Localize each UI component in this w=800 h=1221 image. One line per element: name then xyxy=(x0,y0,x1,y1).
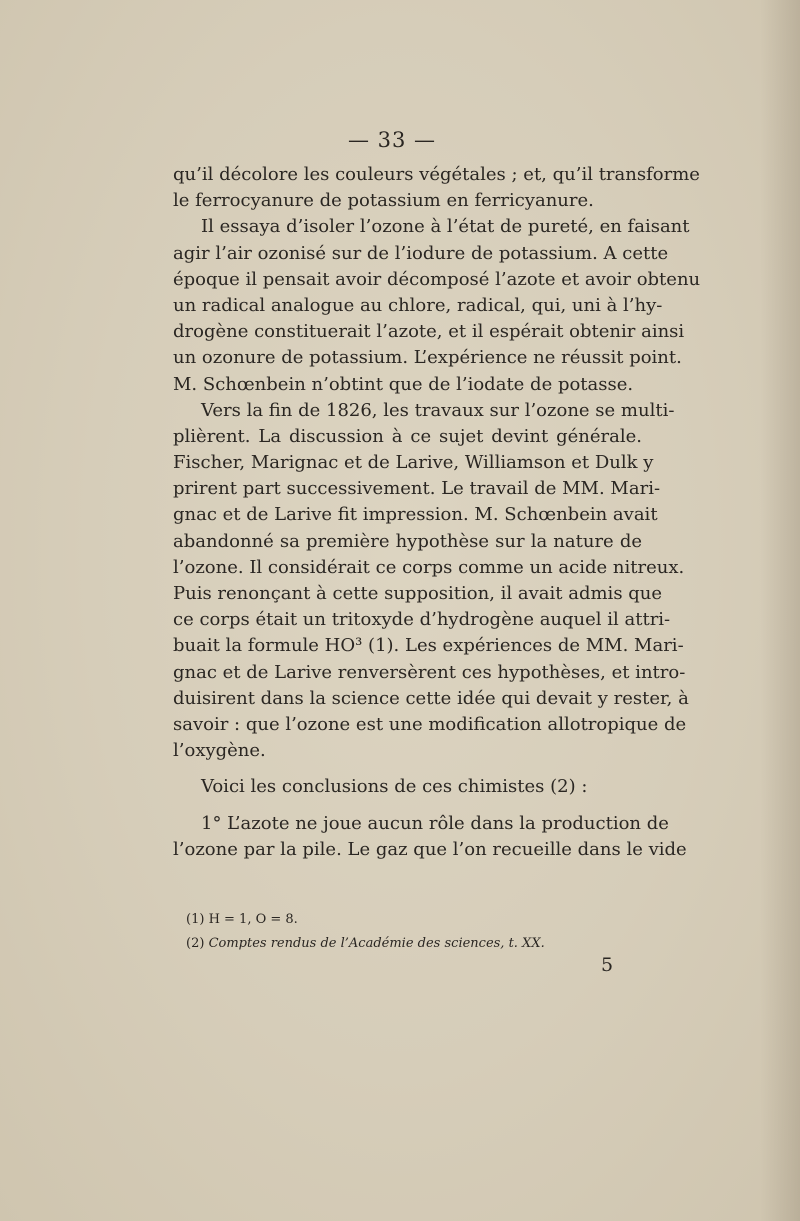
footnote-marker: (2) xyxy=(186,936,205,951)
text-line: l’ozone. Il considérait ce corps comme un acide nitreux. xyxy=(173,556,685,578)
text-line: époque il pensait avoir décomposé l’azote et avoir obtenu xyxy=(173,268,701,290)
text-line: savoir : que l’ozone est une modification allotropique de xyxy=(173,713,687,735)
text-line: gnac et de Larive renversèrent ces hypothèses, et intro- xyxy=(173,661,686,683)
signature-mark: 5 xyxy=(601,954,614,976)
text-line: agir l’air ozonisé sur de l’iodure de potassium. A cette xyxy=(173,242,669,264)
text-line: le ferrocyanure de potassium en ferricyanure. xyxy=(173,190,594,212)
page-edge-shadow xyxy=(760,0,800,1221)
paragraph-gap xyxy=(173,801,642,811)
text-line: Voici les conclusions de ces chimistes (2) : xyxy=(201,776,588,798)
footnote xyxy=(186,908,642,932)
paragraph xyxy=(173,774,642,800)
footnote-text: Comptes rendus de l’Académie des sciences, t. XX. xyxy=(208,936,545,951)
paragraph xyxy=(173,398,689,765)
text-line: un ozonure de potassium. L’expérience ne réussit point. xyxy=(173,347,682,369)
text-line: Puis renonçant à cette supposition, il avait admis que xyxy=(173,583,663,604)
text-line: plièrent. La discussion à ce sujet devint générale. xyxy=(173,425,642,447)
paragraph xyxy=(173,162,700,214)
text-line: buait la formule HO³ (1). Les expériences de MM. Mari- xyxy=(173,635,684,657)
paragraph xyxy=(173,811,687,863)
text-line: l’oxygène. xyxy=(173,740,266,762)
text-line: duisirent dans la science cette idée qui devait y rester, à xyxy=(173,687,689,709)
paragraph-gap xyxy=(173,764,642,774)
text-line: M. Schœnbein n’obtint que de l’iodate de potasse. xyxy=(173,373,634,395)
text-line: Fischer, Marignac et de Larive, Williamson et Dulk y xyxy=(173,452,654,474)
text-line: l’ozone par la pile. Le gaz que l’on recueille dans le vide xyxy=(173,838,687,860)
text-line: abandonné sa première hypothèse sur la nature de xyxy=(173,530,642,552)
text-line: ce corps était un tritoxyde d’hydrogène auquel il attri- xyxy=(173,609,671,631)
text-line: un radical analogue au chlore, radical, qui, uni à l’hy- xyxy=(173,294,663,316)
footnote xyxy=(186,932,642,956)
footnotes xyxy=(186,908,642,956)
text-line: qu’il décolore les couleurs végétales ; et, qu’il transforme xyxy=(173,164,700,185)
text-line: Il essaya d’isoler l’ozone à l’état de pureté, en faisant xyxy=(201,216,690,238)
footnote-marker: (1) xyxy=(186,912,205,927)
page-number: — 33 — xyxy=(347,128,437,152)
text-line: 1° L’azote ne joue aucun rôle dans la production de xyxy=(201,812,669,834)
text-line: Vers la fin de 1826, les travaux sur l’ozone se multi- xyxy=(201,399,675,421)
body-text xyxy=(173,162,701,863)
paragraph xyxy=(173,214,701,397)
text-line: gnac et de Larive fit impression. M. Schœnbein avait xyxy=(173,504,658,526)
footnote-text: H = 1, O = 8. xyxy=(208,912,298,927)
text-line: prirent part successivement. Le travail de MM. Mari- xyxy=(173,478,661,500)
text-line: drogène constituerait l’azote, et il espérait obtenir ainsi xyxy=(173,321,685,343)
